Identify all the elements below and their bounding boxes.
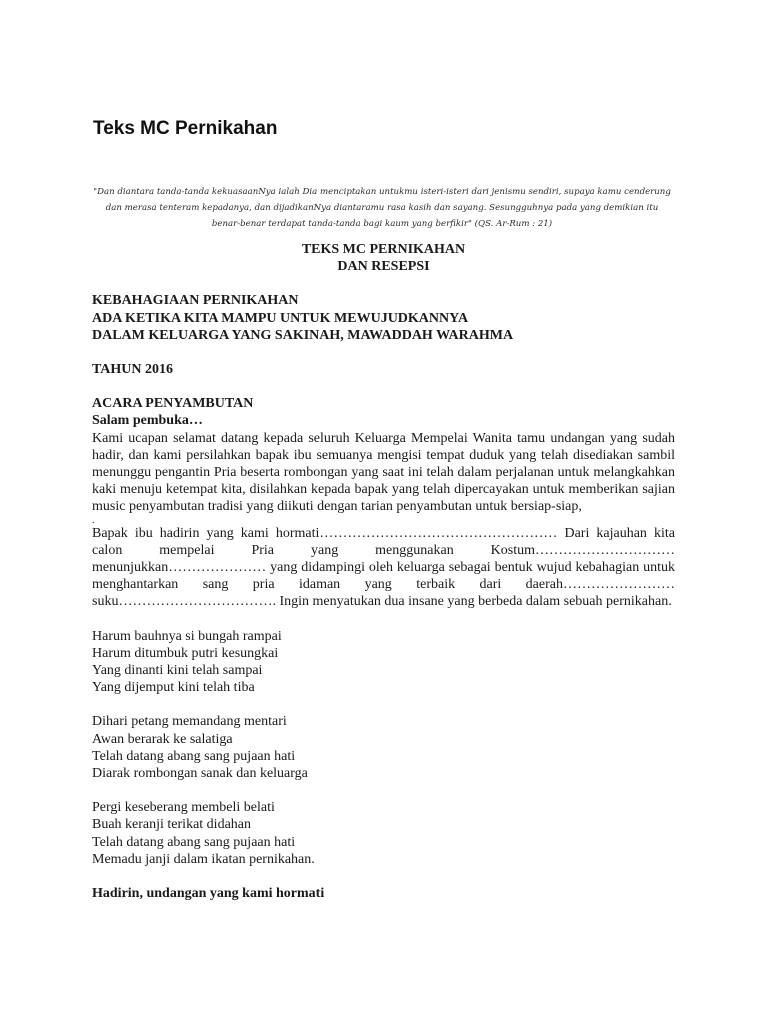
paragraph-arrival: Bapak ibu hadirin yang kami hormati…………………………………………… Dari kajauhan kita calon mempelai Pria yang menggunakan Kostum………………………… menunjukkan………………… yang didampingi oleh keluarga sebagai bentuk wujud kebahagian untuk menghantarkan sang pria idaman yang terbaik dari daerah…………………… suku……………………………. Ingin menyatukan dua insane yang berbeda dalam sebuah pernikahan. <box>92 525 675 610</box>
year-label: TAHUN 2016 <box>92 362 174 378</box>
dot-marker: . <box>92 514 95 526</box>
quran-quote: "Dan diantara tanda-tanda kekuasaanNya ialah Dia menciptakan untukmu isteri-isteri dari jenismu sendiri, supaya kamu cenderung dan merasa tenteram kepadanya, dan dijadikanNya diantaramu rasa kasih dan sayang. Sesungguhnya pada yang demikian itu benar-benar terdapat tanda-tanda bagi kaum yang berfikir" (QS. Ar-Rum : 21) <box>93 187 671 229</box>
pantun-stanza-3 <box>92 799 675 868</box>
section-title: ACARA PENYAMBUTAN <box>92 396 254 412</box>
stanza-line: Yang dinanti kini telah sampai <box>92 663 263 679</box>
heading-line-1: TEKS MC PERNIKAHAN <box>301 242 466 257</box>
pantun-stanza-1 <box>92 628 675 697</box>
document-body <box>92 241 675 902</box>
stanza-line: Telah datang abang sang pujaan hati <box>92 748 296 764</box>
stanza-line: Pergi keseberang membeli belati <box>92 800 275 816</box>
pantun-stanza-2 <box>92 713 675 782</box>
stanza-line: Awan berarak ke salatiga <box>92 731 233 747</box>
stanza-line: Yang dijemput kini telah tiba <box>92 680 255 696</box>
theme-line-3: DALAM KELUARGA YANG SAKINAH, MAWADDAH WARAHMA <box>92 327 514 343</box>
section-subtitle: Salam pembuka… <box>92 413 203 429</box>
stanza-line: Buah keranji terikat didahan <box>92 817 251 833</box>
theme-line-2: ADA KETIKA KITA MAMPU UNTUK MEWUJUDKANNYA <box>92 310 469 326</box>
paragraph-welcome: Kami ucapan selamat datang kepada seluruh Keluarga Mempelai Wanita tamu undangan yang sudah hadir, dan kami persilahkan bapak ibu semuanya mengisi tempat duduk yang telah disediakan sambil menunggu pengantin Pria beserta rombongan yang saat ini telah dalam perjalanan untuk melangkahkan kaki menuju ketempat kita, disilahkan kepada bapak yang telah dipercayakan untuk memberikan sajian music penyambutan tradisi yang diikuti dengan tarian penyambutan untuk bersiap-siap, <box>92 430 675 515</box>
stanza-line: Dihari petang memandang mentari <box>92 714 287 730</box>
heading-line-2: DAN RESEPSI <box>337 259 430 275</box>
stanza-line: Diarak rombongan sanak dan keluarga <box>92 766 308 782</box>
document-title: Teks MC Pernikahan <box>93 118 278 139</box>
stanza-line: Harum bauhnya si bungah rampai <box>92 628 282 644</box>
theme-line-1: KEBAHAGIAAN PERNIKAHAN <box>92 293 299 309</box>
stanza-line: Memadu janji dalam ikatan pernikahan. <box>92 851 315 867</box>
stanza-line: Telah datang abang sang pujaan hati <box>92 834 296 850</box>
closing-line: Hadirin, undangan yang kami hormati <box>92 886 325 902</box>
stanza-line: Harum ditumbuk putri kesungkai <box>92 645 279 661</box>
